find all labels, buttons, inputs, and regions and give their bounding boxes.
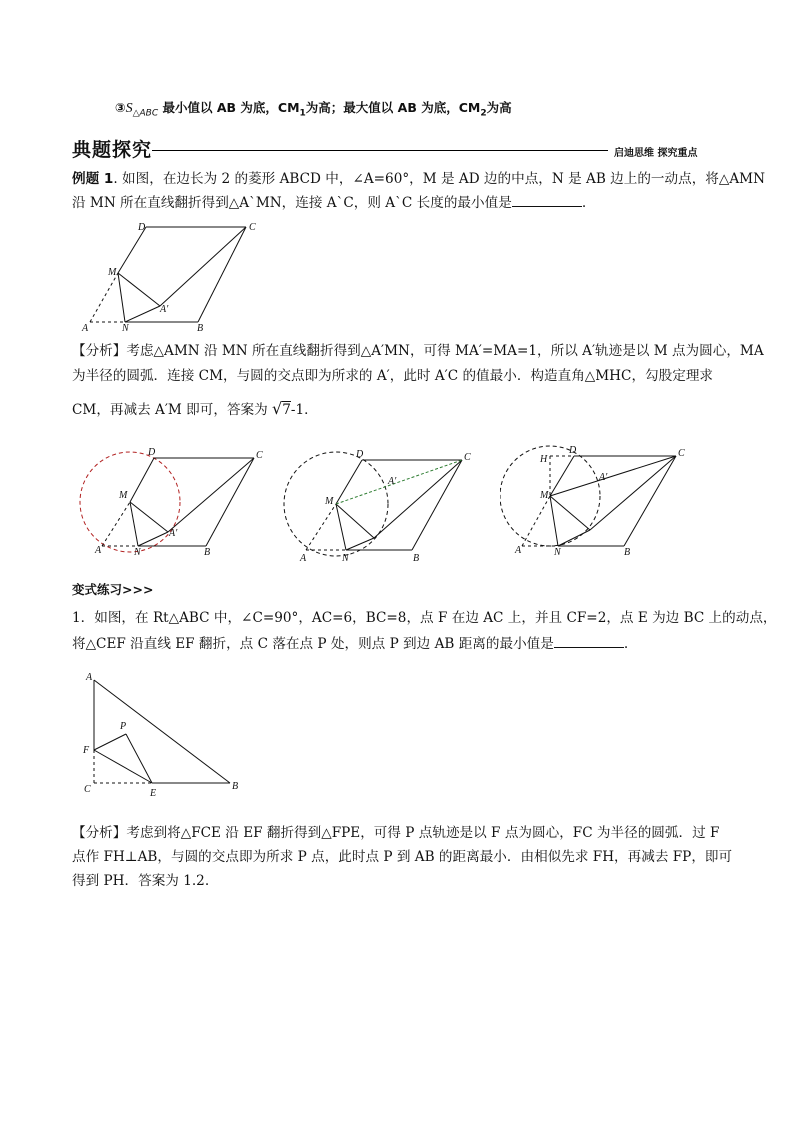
section-rule	[152, 150, 608, 151]
label-A-prime: A′	[169, 528, 178, 539]
label-N: N	[342, 553, 349, 564]
analysis2-line2: 点作 FH⊥AB，与圆的交点即为所求 P 点，此时点 P 到 AB 的距离最小．由相似先求 FH，再减去 FP，即可	[72, 849, 733, 865]
label-C: C	[256, 450, 263, 461]
edge-FP	[94, 734, 126, 750]
edge-NA1	[138, 532, 168, 546]
analysis-tag: 【分析】	[72, 825, 127, 841]
summary-sub1: 1	[299, 108, 306, 119]
summary-part3: 为高	[486, 100, 512, 115]
area-subscript: △ABC	[132, 108, 159, 119]
label-P: P	[120, 721, 127, 732]
edge-MN	[550, 496, 558, 546]
label-A-prime: A′	[160, 304, 169, 315]
variant-end: .	[623, 636, 629, 652]
edge-NA1	[125, 306, 160, 322]
figure-right-triangle	[80, 670, 250, 800]
label-A: A	[86, 672, 93, 683]
label-B: B	[232, 781, 239, 792]
edge-AM-dashed	[90, 273, 118, 322]
label-D: D	[148, 447, 156, 458]
example-text2: 沿 MN 所在直线翻折得到△A`MN，连接 A`C，则 A`C 长度的最小值是	[72, 195, 512, 211]
label-D: D	[356, 449, 364, 460]
label-C: C	[678, 448, 685, 459]
analysis1-line3	[72, 397, 318, 422]
edge-MN	[118, 273, 125, 322]
edge-AM-dashed	[306, 504, 336, 550]
example-line1	[72, 168, 765, 191]
edge-MD	[336, 460, 362, 504]
edge-A1C	[374, 460, 462, 538]
sqrt-symbol: √	[272, 399, 283, 418]
edge-CB	[198, 227, 246, 322]
label-B: B	[624, 547, 631, 558]
label-M: M	[540, 490, 549, 501]
area-symbol: S	[125, 101, 133, 116]
figure-analysis-b	[282, 440, 482, 568]
label-A: A	[300, 553, 307, 564]
summary-line	[115, 96, 512, 126]
edge-MN	[336, 504, 346, 550]
edge-NA1	[558, 530, 590, 546]
edge-CM	[550, 456, 676, 496]
label-M: M	[325, 496, 334, 507]
variant-heading: 变式练习>>>	[72, 582, 154, 597]
figure-analysis-c	[500, 440, 700, 564]
label-E: E	[150, 788, 157, 799]
edge-A1C	[590, 456, 676, 530]
analysis1-text1: 考虑△AMN 沿 MN 所在直线翻折得到△A′MN，可得 MA′=MA=1，所以 A′轨迹是以 M 点为圆心，MA	[126, 343, 764, 359]
analysis1-line1	[72, 340, 764, 363]
analysis-tag: 【分析】	[72, 343, 127, 359]
analysis2-text1: 考虑到将△FCE 沿 EF 翻折得到△FPE，可得 P 点轨迹是以 F 点为圆心，FC 为半径的圆弧．过 F	[126, 825, 720, 841]
example-end: .	[581, 195, 587, 211]
example-label: 例题 1	[72, 171, 114, 187]
figure-analysis-a	[78, 440, 278, 564]
edge-AM-dashed	[522, 496, 550, 546]
edge-MD	[118, 227, 146, 273]
label-D: D	[138, 222, 146, 233]
edge-MN	[130, 502, 138, 546]
answer-blank	[554, 633, 624, 648]
variant-line1: 1．如图，在 Rt△ABC 中，∠C=90°，AC=6，BC=8，点 F 在边 AC 上，并且 CF=2，点 E 为边 BC 上的动点，	[72, 610, 777, 626]
variant-text2: 将△CEF 沿直线 EF 翻折，点 C 落在点 P 处，则点 P 到边 AB 距离的最小值是	[72, 636, 554, 652]
edge-MD	[130, 458, 154, 502]
label-H: H	[540, 454, 548, 465]
variant-line2	[72, 633, 628, 656]
label-M: M	[119, 490, 128, 501]
label-M: M	[108, 267, 117, 278]
label-N: N	[122, 323, 129, 334]
circled-number: ③	[115, 100, 126, 115]
example-text1: . 如图，在边长为 2 的菱形 ABCD 中，∠A=60°，M 是 AD 边的中点，N 是 AB 边上的一动点，将△AMN	[113, 171, 765, 187]
analysis1-text3: CM，再减去 A′M 即可，答案为	[72, 402, 273, 418]
label-F: F	[83, 745, 90, 756]
edge-AM-dashed	[102, 502, 130, 546]
section-subtitle: 启迪思维 探究重点	[614, 148, 698, 159]
edge-A1C	[160, 227, 246, 306]
label-N: N	[554, 547, 561, 558]
label-B: B	[413, 553, 420, 564]
analysis2-line3: 得到 PH．答案为 1.2.	[72, 873, 210, 889]
edge-AB	[94, 680, 230, 783]
label-B: B	[197, 323, 204, 334]
edge-CB	[412, 460, 462, 550]
label-C: C	[84, 784, 91, 795]
edge-MA1	[118, 273, 160, 306]
label-C: C	[249, 222, 256, 233]
example-line2	[72, 192, 586, 215]
edge-CB	[624, 456, 676, 546]
radicand: 7	[282, 402, 291, 418]
analysis2-line1	[72, 822, 719, 845]
answer-blank	[512, 192, 582, 207]
label-C: C	[464, 452, 471, 463]
analysis1-text3-end: -1．	[290, 402, 318, 418]
summary-sub2: 2	[480, 108, 487, 119]
edge-MA1	[550, 496, 590, 530]
label-A: A	[82, 323, 89, 334]
label-A-prime: A′	[599, 472, 608, 483]
edge-A1C	[168, 458, 254, 532]
label-A: A	[515, 545, 522, 556]
summary-part1: 最小值以 AB 为底，CM	[162, 100, 300, 115]
edge-CB	[206, 458, 254, 546]
summary-part2: 为高；最大值以 AB 为底，CM	[305, 100, 481, 115]
label-N: N	[134, 547, 141, 558]
section-title: 典题探究	[72, 139, 153, 161]
label-D: D	[569, 445, 577, 456]
label-A-prime: A′	[388, 476, 397, 487]
connector-CM	[336, 460, 462, 504]
edge-MA1	[336, 504, 374, 538]
analysis1-line2: 为半径的圆弧．连接 CM，与圆的交点即为所求的 A′，此时 A′C 的值最小．构造直角△MHC，勾股定理求	[72, 368, 714, 384]
edge-MA1	[130, 502, 168, 532]
label-B: B	[204, 547, 211, 558]
label-A: A	[95, 545, 102, 556]
figure-rhombus	[80, 218, 270, 334]
